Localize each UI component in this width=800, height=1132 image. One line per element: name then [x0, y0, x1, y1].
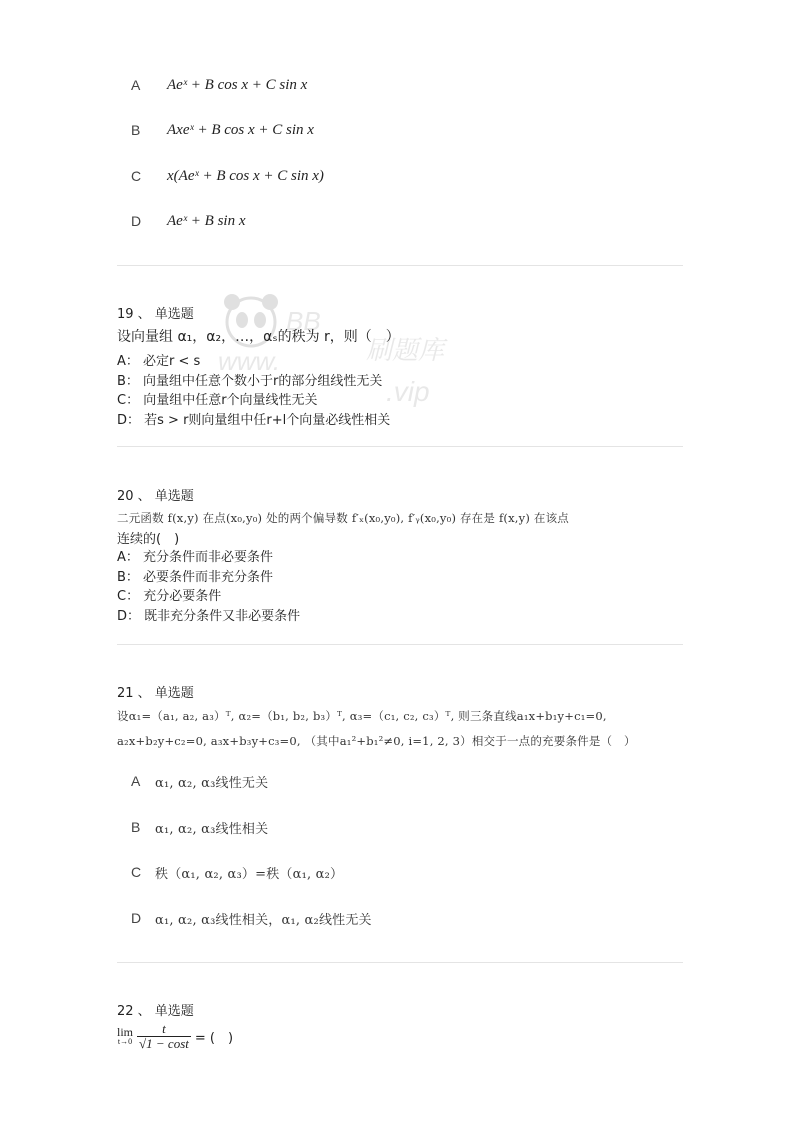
q20-header: 20 、 单选题 — [117, 489, 194, 504]
divider — [117, 962, 683, 963]
q19-option-c[interactable]: C： 向量组中任意r个向量线性无关 — [117, 393, 318, 408]
q22-stem — [117, 1022, 233, 1050]
divider — [117, 265, 683, 266]
q20-option-a[interactable]: A： 充分条件而非必要条件 — [117, 550, 274, 565]
q19-option-b[interactable]: B： 向量组中任意个数小于r的部分组线性无关 — [117, 374, 383, 389]
option-text: α₁, α₂, α₃线性无关 — [155, 775, 269, 791]
option-letter: D — [131, 213, 142, 229]
q20-option-b[interactable]: B： 必要条件而非充分条件 — [117, 570, 274, 585]
q20-option-c[interactable]: C： 充分必要条件 — [117, 589, 222, 604]
q22-tail: = ( ) — [194, 1030, 234, 1046]
q21-header: 21 、 单选题 — [117, 686, 194, 701]
q19-header: 19 、 单选题 — [117, 307, 194, 322]
option-letter: A — [131, 773, 141, 789]
option-letter: D — [131, 910, 142, 926]
option-formula: Aeˣ + B sin x — [167, 212, 246, 229]
option-text: 秩（α₁, α₂, α₃）=秩（α₁, α₂） — [155, 866, 344, 882]
q20-option-d[interactable]: D： 既非充分条件又非必要条件 — [117, 609, 301, 624]
option-letter: B — [131, 819, 141, 835]
limit-operator — [117, 1026, 133, 1046]
option-formula: x(Aeˣ + B cos x + C sin x) — [167, 167, 324, 184]
fraction-denominator: √1 − cost — [139, 1035, 189, 1051]
watermark-text: BB — [286, 306, 321, 336]
q19-option-d[interactable]: D： 若s > r则向量组中任r+l个向量必线性相关 — [117, 413, 391, 428]
lim-text: lim — [117, 1025, 134, 1040]
divider — [117, 446, 683, 447]
lim-subscript: t→0 — [117, 1037, 133, 1047]
q21-stem-line2: a₂x+b₂y+c₂=0, a₃x+b₃y+c₃=0, （其中a₁²+b₁²≠0, i=1, 2, 3）相交于一点的充要条件是（ ） — [117, 734, 636, 748]
option-letter: C — [131, 864, 142, 880]
q22-header: 22 、 单选题 — [117, 1004, 194, 1019]
option-formula: Aeˣ + B cos x + C sin x — [167, 76, 308, 93]
fraction — [137, 1022, 191, 1050]
q19-stem: 设向量组 α₁，α₂，…，αₛ的秩为 r，则（ ） — [117, 329, 400, 345]
divider — [117, 644, 683, 645]
watermark-text: .vip — [386, 376, 430, 407]
q20-stem-line1: 二元函数 f(x,y) 在点(x₀,y₀) 处的两个偏导数 f′ₓ(x₀,y₀), f′ᵧ(x₀,y₀) 存在是 f(x,y) 在该点 — [117, 511, 569, 525]
q20-stem-line2: 连续的( ) — [117, 532, 180, 547]
option-text: α₁, α₂, α₃线性相关，α₁, α₂线性无关 — [155, 912, 372, 928]
option-letter: A — [131, 77, 141, 93]
q21-stem-line1: 设α₁=（a₁, a₂, a₃）ᵀ, α₂=（b₁, b₂, b₃）ᵀ, α₃=（c₁, c₂, c₃）ᵀ, 则三条直线a₁x+b₁y+c₁=0, — [117, 709, 607, 723]
option-letter: B — [131, 122, 141, 138]
watermark-text: 刷题库 — [366, 335, 445, 365]
option-formula: Axeˣ + B cos x + C sin x — [167, 121, 314, 138]
fraction-numerator: t — [137, 1022, 191, 1037]
q19-option-a[interactable]: A： 必定r < s — [117, 354, 201, 369]
option-text: α₁, α₂, α₃线性相关 — [155, 821, 269, 837]
watermark-text: www. — [218, 346, 281, 376]
option-letter: C — [131, 168, 142, 184]
